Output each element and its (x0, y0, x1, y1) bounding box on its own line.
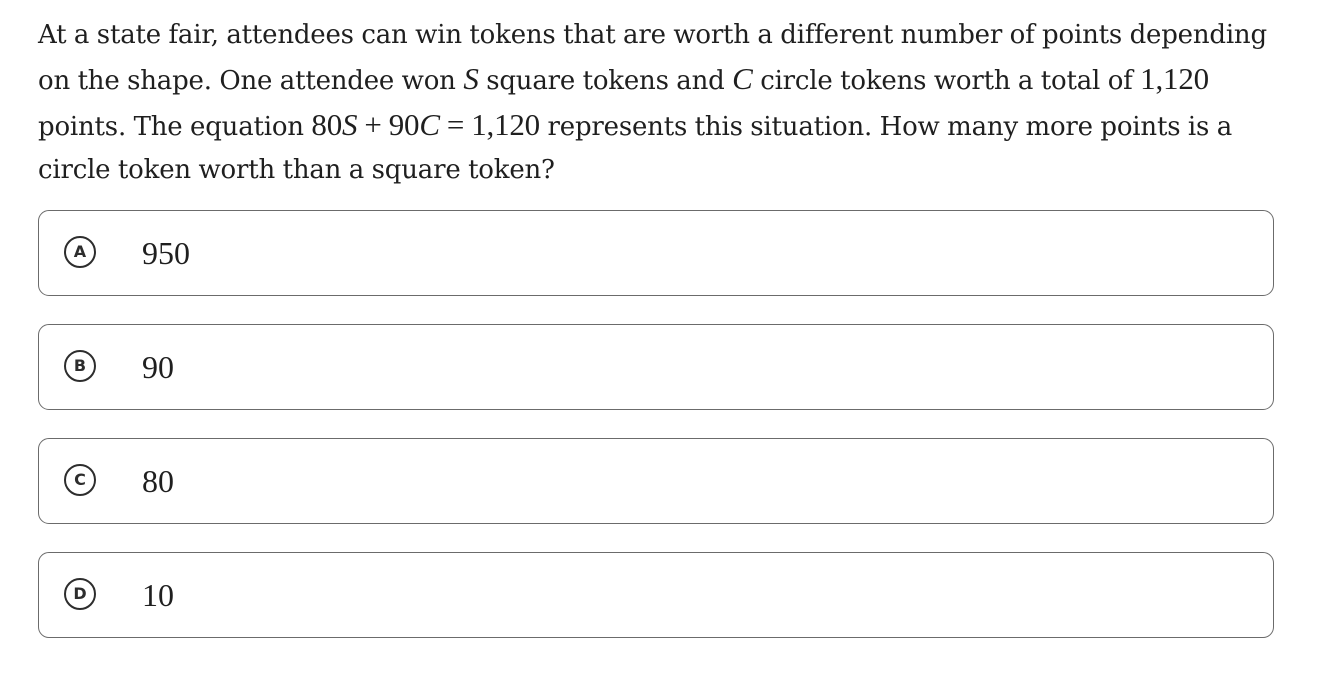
choice-c[interactable] (38, 438, 1274, 524)
equation-coefficient-s: 80 (311, 107, 343, 142)
choice-value-c: 80 (142, 463, 174, 499)
choice-letter-d: D (64, 578, 96, 610)
choice-letter-a: A (64, 236, 96, 268)
total-points: 1,120 (1140, 61, 1209, 96)
question-text (38, 14, 1288, 192)
equation-equals: = (439, 107, 472, 142)
variable-s: S (463, 61, 479, 96)
answer-choices (38, 210, 1274, 666)
choice-letter-b: B (64, 350, 96, 382)
choice-value-a: 950 (142, 235, 190, 271)
choice-b[interactable] (38, 324, 1274, 410)
question-text-part: square tokens and (478, 66, 733, 96)
choice-value-d: 10 (142, 577, 174, 613)
question-text-part: circle tokens worth a total of (752, 66, 1141, 96)
equation-variable-c: C (419, 107, 440, 142)
question-text-part: represents this situation. How many more points is a circle token worth than a square token? (38, 112, 1233, 185)
question-text-part: At a state fair, attendees can win tokens that are worth a different number of points depending on the shape. One attendee won (38, 20, 1267, 96)
choice-a[interactable] (38, 210, 1274, 296)
question-text-part: points. The equation (38, 112, 312, 142)
variable-c: C (732, 61, 753, 96)
equation (311, 107, 540, 142)
equation-total: 1,120 (471, 107, 540, 142)
choice-value-b: 90 (142, 349, 174, 385)
equation-plus: + (357, 107, 389, 142)
choice-letter-c: C (64, 464, 96, 496)
equation-variable-s: S (342, 107, 358, 142)
choice-d[interactable] (38, 552, 1274, 638)
equation-coefficient-c: 90 (388, 107, 420, 142)
